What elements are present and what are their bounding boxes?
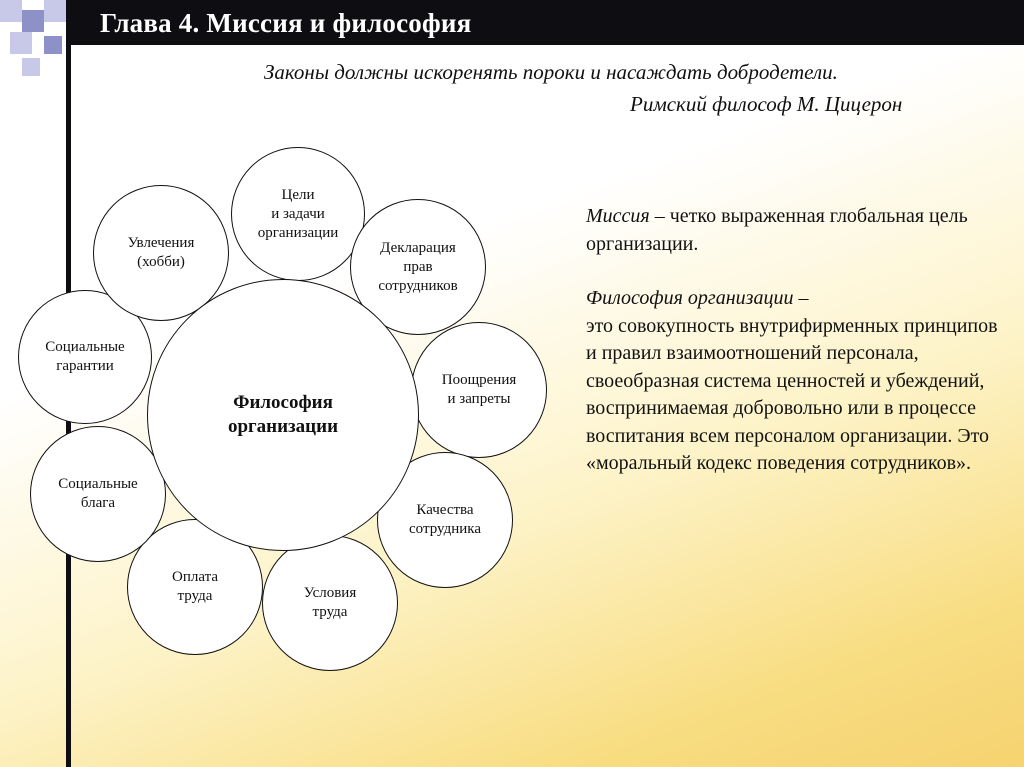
philosophy-definition: это совокупность внутрифирменных принципов и правил взаимоотношений персонала, своеобразная система ценностей и убеждений, воспринимаемая добровольно или в процессе воспитания всем персоналом организации. Это «моральный кодекс поведения сотрудников». xyxy=(586,314,998,474)
philosophy-heading xyxy=(586,285,1006,313)
center-label: Философия организации xyxy=(227,392,339,437)
petal-label: Цели и задачи организации xyxy=(257,186,339,241)
mission-term: Миссия xyxy=(586,205,650,227)
petal-label: Социальные блага xyxy=(58,476,138,511)
epigraph-author: Римский философ М. Цицерон xyxy=(630,92,903,116)
mission-definition xyxy=(586,203,1006,258)
decor-square xyxy=(22,58,40,76)
petal-label: Поощрения и запреты xyxy=(441,372,517,407)
slide-title: Глава 4. Миссия и философия xyxy=(100,8,472,38)
petal-label: Увлечения (хобби) xyxy=(127,235,195,270)
decor-square xyxy=(0,0,22,22)
center-philosophy xyxy=(147,279,419,551)
decor-square xyxy=(44,0,66,22)
petal-rewards xyxy=(411,322,547,458)
petal-label: Социальные гарантии xyxy=(45,339,125,374)
epigraph-quote: Законы должны искоренять пороки и насаждать добродетели. xyxy=(264,60,838,84)
petal-label: Качества сотрудника xyxy=(409,502,481,537)
petal-label: Декларация прав сотрудников xyxy=(378,239,458,294)
petal-work-conditions xyxy=(262,535,398,671)
petal-goals xyxy=(231,147,365,281)
petal-label: Условия труда xyxy=(303,585,357,620)
philosophy-term: Философия организации xyxy=(586,287,794,309)
definitions-text xyxy=(586,203,1006,478)
decor-square xyxy=(10,32,32,54)
decor-square xyxy=(44,36,62,54)
decor-square xyxy=(22,10,44,32)
mission-def: – четко выраженная глобальная цель организации. xyxy=(586,205,968,255)
philosophy-dash: – xyxy=(793,287,809,309)
petal-social-benefits xyxy=(30,426,166,562)
petal-label: Оплата труда xyxy=(171,569,218,604)
